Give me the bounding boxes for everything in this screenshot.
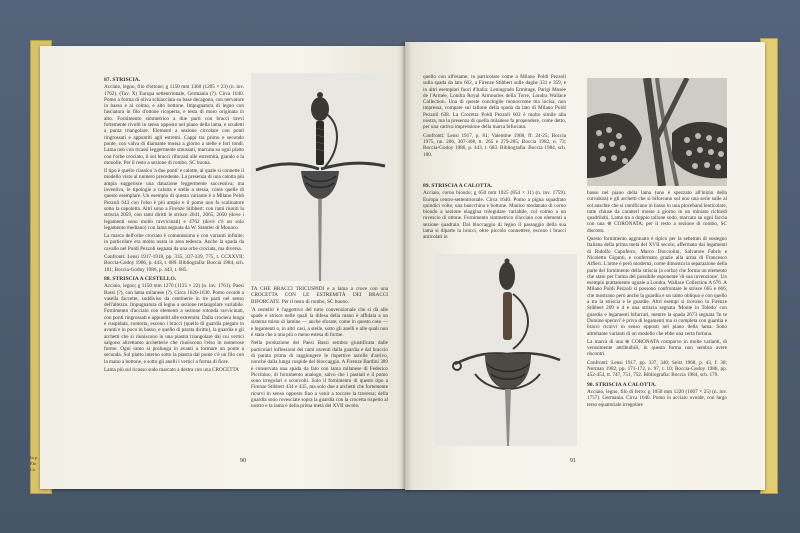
entry-88-commentary: 'A cestello' è l'aggettivo del tutto convenzionale che si dà alle spade e strisce nelle quali la difesa della mano è affidata a un sistema misto di lamine — anche sforate, come in questo caso — e legamenti o, in altri casi, a stelle, sotto gli anelli e alle quali non è stata che a una più o meno estesa di forme. <box>251 306 388 339</box>
entry-89-text-b: basso nel piano della lama (uno è spezzato all'inizio della curvatura) e gli archetti che si biforcano sul uno una serie sulle al sol anschte che si ramificano in basso in una ploceband lenticolare, tutte chiuse da caratteri mosse a giorno in un miniato richiedi quadrilobi. Lama tra a doppio tallone sodo, marcato su ogni faccia con una ⊕ CORONATA; per il resto a sezione di rombo, SC discreto. <box>587 190 727 234</box>
entry-88-references: Confronti: Lensi 1917, p. 81; Valentine 1968, ff. 24-25; Boccia 1975, nn. 206, 307-308, tt. 265 e 279-285; Boccia 1982, n. 73; Boccia-Godoy 1986, p. 443, t. 683. Bibliografia: Boccia 1984, sch. 180. <box>423 132 566 158</box>
page-number-left: 90 <box>240 458 246 464</box>
hilt-closeup-image <box>587 78 727 186</box>
entry-88-commentary-b: Nella produzione dei Paesi Bassi sembra giustificata dalle particolari inflessioni dei rami uscenti dalla guardia e dal braccio di parata prima di raggiungere le rispettive ascelle d'arrivo, nonché dalla lunga cuspide del bloccaggio. A Firenze Bardini 389 è conservata una spada da fato con lama milanese di Federico Piccinino, di fornimento analogo, salvo che i pastiali e il pomo sono irregolari e sconvolti. Solo il fornimento di questo tipo a Firenze Stibbert 434 e 435, ma solo due a archetti che fortemente ricurvi in senso opposto fino a venir a toccare la traversa; della guardia sono rovesciate sopra la guardia con la crocetta rispetto al nostro e la lama è della prima metà del XVII secolo. <box>251 340 388 410</box>
entry-89-text-d: La marca di una ⊕ CORONATA comparve in molte varianti, di verosimente attribuibili, in questa forma non sembra avere riscontri. <box>587 338 727 358</box>
page-number-right: 91 <box>570 458 576 464</box>
entry-90-text: Acciaio, legno, filo di ferro; g 1050 mm 1220 (1067 × 25) (n. inv. 1757). Germania. Circa 1640. Pomo in acciaio ovoide, con largo terso equatoriale irregolare <box>587 388 727 408</box>
entry-88-conclusion: quello con all'esame; in particolare come a Milano Poldi Pezzoli sulla spada da lato 602, a Firenze Stibbert sulle daghe 331 e 359, e in altri esemplari fuori d'Italia: Leningrado Ermitage, Parigi Musée de l'Armée, Londra Royal Armouries della Torre, Londra Wallace Collection. Una di queste conchiglie monocrome ma incisa, non impressa, compare sul tallone della spada da lato di Milano Poldi Pezzoli 638. La Crocetta Poldi Pezzoli 602 è molto simile alla nostra, ma la presenza di quella milanese fa propendere, come detto, per una cattiva impressione della marca bifurcata. <box>423 74 566 131</box>
right-text-column-top <box>423 74 566 179</box>
entry-89-text: Acciaio, corno biondo; g 650 mm 1025 (854 × 11) (n. inv. 1759). Europa centro-settentrionale. Circa 1640. Pomo a pigna squadrato quindici volte, una bancchina e bottone. Manico modanato di corno biondo a sezione elaggina trilegidare variabile, col colmo a un rovescio di ottone. Fornimento simmetrico d'acciaio con elementi a sezione quadrata. Dal bloccaggio di legno il passaggio della sua lama si diparte la bracci, oltre piccolo connettere, escono i bracci anticolati in <box>423 190 566 241</box>
striscia-image <box>435 254 577 446</box>
left-text-column <box>104 74 244 459</box>
entry-89-text-c: Questo fornimento aggrauato è tipico per la sebemm di sostegno Italiana della prima metà del XVII secolo, affermato dai legamenti di Ridolfo Capoferro, Marco Docciolini, Salvatore Fabris e Nicoletto Giganti, e confermato grazie alla arma di Francesco Alfieri. L'arme è però moderna, come dimostra la separazione della parte del fornimento della striscia (a corba) che forma un elemento che stato per l'arma del possibile esponente 'di sua invenzione'. Un esempio prattamente uguale a Londra, Wallace Collection A 676. A Milano Poldi Pezzoli si possono confrontare le strisce 665 e 666, che mostrano però anche la guardia e un ramo obliquo e con quello a tra la striscia e le guardie. Altri esempi si trovano in Firenze Stibbert 209 e 4 e una striscia segnata 'Monte in Toledo' con guardia e legamenti bifurcati, mentre la spada 2673 segnata 'In te Domine speravi' è priva di legamenti ma si completa con guardia e bracci ricurvi in senso opposti nel piano della lama. Sono altrettante varianti di un modello che ebbe una certa fortuna. <box>587 236 727 337</box>
entry-87-text-c: La marca dell'orbe crociato è comunissima e con varianti infinite; in particolare era molto usata in area tedesca. Anche la spada da cavallo nel Poldi Pezzoli segnata da una orbe crociata, ma diversa. <box>104 233 244 252</box>
rapier-image <box>251 73 388 281</box>
entry-87-text-b: Il tipo è quello classico 'a due ponti' e calotte, al quale si connette il modello visto al numero precedente. La presenza di una calotta più ampia suggerisce una datazione leggermente successiva; ma inventiva, le tipologie a calotta e stelle a stessa, come quelle di questo esemplare. Un esempio di questa variante è a Milano Poldi Pezzoli 643 con l'elso è più ampio e il pomo non fa scalinature sotto la capoletta. Altri sono a Firenze Stibbert: con rami riuniti la striscia 2059, con rami diritti le strisce 2041, 2065, 2050 (dove i legamenti sono molto ravvicinati) e 4762 (dove c'è un solo legamento mediano) con lama segnata da W. Stantler di Monaco. <box>104 168 244 231</box>
entry-87-heading: 87. STRISCIA. <box>104 77 141 83</box>
left-second-column <box>251 286 388 461</box>
entry-89-references: Confronti: Lensi 1917, pp. 337, 340; Seitz 1968, p. 43, f. 38; Norman 1982, pp. 171-172, n. 97, t. 10; Boccia-Godoy 1986, pp. 452-453, tt. 747, 751, 752. Bibliografia: Boccia 1984, sch. 179. <box>587 359 727 379</box>
book-gutter <box>398 42 412 490</box>
entry-88-continuation: TA CHE BRACCI TRICUSPIDI e a lama a croce con una CROCETTA CON LE ESTREMITÀ DEI BRACCI BIFORCATE. Per il resto di rombo, SC buono. <box>251 286 388 305</box>
sword-photo-87 <box>251 73 388 281</box>
sword-photo-89 <box>435 254 577 446</box>
page-edge-text: In p Elo Co <box>30 455 38 472</box>
entry-88-text: Acciaio, legno; g 1150 mm 1270 (1125 × 22) (n. inv. 1761). Paesi Bassi (?), con lama milanese (?). Circa 1620-1630. Pomo ovoide a vasella faccette, suddiviso da centinerie in tre parti nel senso dell'altezza. Impugnatura di legno a sezione rettangolare variabile. Fornimento d'acciaio con elementi a sezione rotonda ravvicinati, con ponti ringrossati e appuntiti alle estremità. Dalla crociera lunga e cuspidata, contorta, escono i bracci (quello di guardia piegato in avanti e in poco in basso, e quello di parata diritto), la guardia e gli archetti che si riuniscono in una piastra triangolare dai cui vertici salgono altrettanto archetterie che riuniscono l'elso in numerose forme. Ogni ramo si prolunga in avanti a formare un ponte a seconda. Sul piatto interno sotto la piastra dal ponte c'è un filo con la mano a bottone, e sotto gli anelli i vertici a forma di fiore. <box>104 283 244 365</box>
entry-88-text-b: Lama più sul ricasso sudo marcato a destra con una CROCETTA <box>104 367 240 374</box>
hilt-detail-photo <box>587 78 727 186</box>
right-text-column-2 <box>587 190 727 458</box>
right-text-column-mid <box>423 180 566 250</box>
entry-88-heading: 88. STRISCIA A CESTELLO. <box>104 275 177 282</box>
entry-87-references: Confronti: Lensi 1917-1918, pp. 335, 337-339, 775, t. CCXXVII; Boccia-Godoy 1986, p. 443, t. 689. Bibliografia: Boccia 1984, sch. 181; Boccia-Godoy 1986, p. 443, t. 685. <box>104 254 244 273</box>
entry-90-heading: 90. STRISCIA A CALOTTA. <box>587 381 657 388</box>
entry-89-heading: 89. STRISCIA A CALOTTA. <box>423 183 493 189</box>
entry-87-text: Acciaio, legno, filo d'ottone; g 1150 mm 1360 (1205 × 23) (n. inv. 1762). (Tav. X) Europa settentrionale, Germania (?). Circa 1640. Pomo a forma di oliva schiacciata su base decagona, con nervature in basso e al colmo, e alto bottone. Impugnatura di legno con fasciatura in filo d'ottone ricoperta, e testa di moro originata in alto. Fornimento simmetrico a due parti con bracci brevi fortemente rivolti in senso opposto nel piano della lama, e scudetti a punta triangolare. Elementi a sezione circolare con ponti ringrossati e appuntiti agli estremi. Cappi tra primo e secondo ponte, con valva di diamante mossa a giorno a stelle e fori tondi. Lama non con ricassi leggermente smussati, marcata su ogni piatto con l'orbe crociato, il sol bracci riforzati alle estremità, giando e la monolle. Per il resto a sezione di rombo. SC buona. <box>104 84 244 166</box>
